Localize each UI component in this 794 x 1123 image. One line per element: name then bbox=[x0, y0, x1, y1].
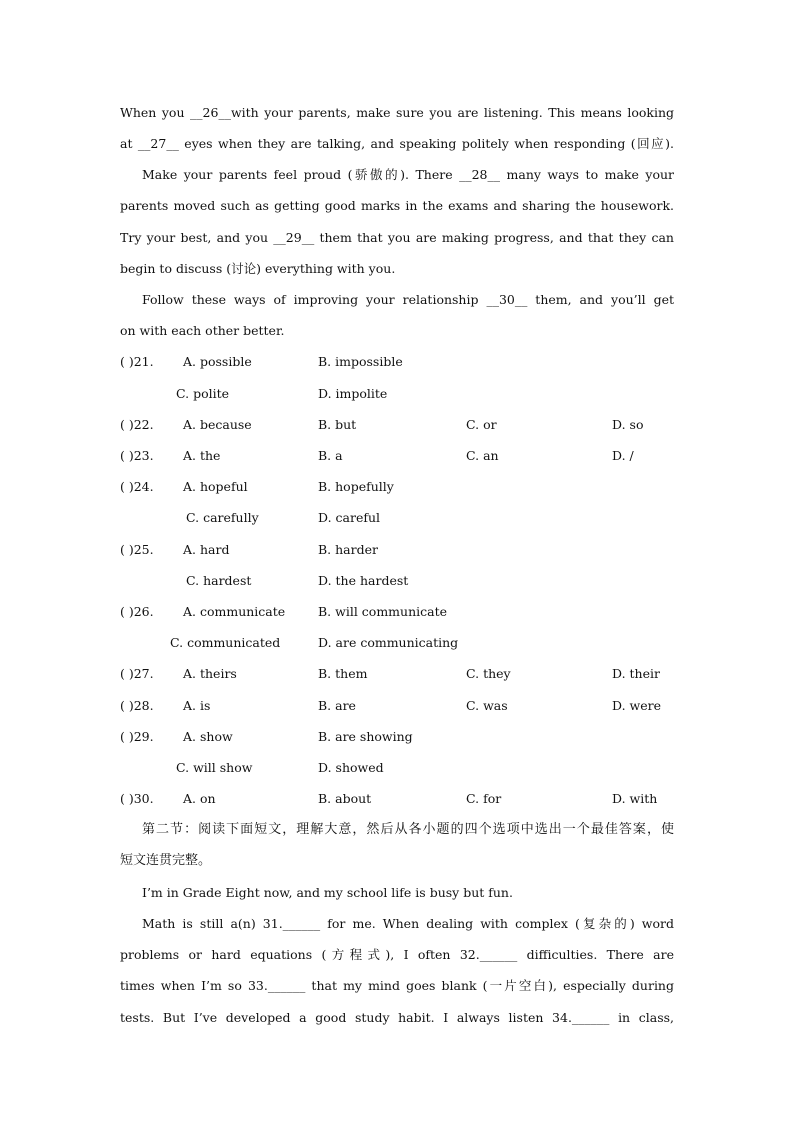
question-number: ( )25. bbox=[120, 542, 154, 557]
passage-line: tests. But I’ve developed a good study habit. I always listen 34.______ in class, bbox=[120, 1010, 674, 1025]
option-a: A. the bbox=[183, 448, 221, 463]
passage-line: When you __26__with your parents, make sure you are listening. This means looking bbox=[120, 105, 674, 120]
question-number: ( )27. bbox=[120, 666, 154, 681]
option-d: D. their bbox=[612, 666, 660, 681]
option-a: A. hard bbox=[183, 542, 230, 557]
option-a: A. show bbox=[183, 729, 233, 744]
option-a: A. communicate bbox=[183, 604, 286, 619]
question-number: ( )29. bbox=[120, 729, 154, 744]
option-b: B. but bbox=[318, 417, 357, 432]
option-d: D. so bbox=[612, 417, 644, 432]
option-a: A. because bbox=[183, 417, 252, 432]
passage-line: at __27__ eyes when they are talking, and speaking politely when responding (回应). bbox=[120, 136, 674, 151]
passage-line: Try your best, and you __29__ them that you are making progress, and that they can bbox=[120, 230, 674, 245]
section-heading: 短文连贯完整。 bbox=[120, 853, 212, 868]
option-d: D. careful bbox=[318, 510, 381, 525]
passage-line: on with each other better. bbox=[120, 323, 285, 338]
option-c: C. carefully bbox=[186, 510, 259, 525]
passage-line: I’m in Grade Eight now, and my school life is busy but fun. bbox=[142, 885, 513, 900]
option-c: C. will show bbox=[176, 760, 253, 775]
option-a: A. hopeful bbox=[183, 479, 248, 494]
option-a: A. on bbox=[183, 791, 216, 806]
option-d: D. impolite bbox=[318, 386, 388, 401]
option-b: B. a bbox=[318, 448, 343, 463]
option-c: C. an bbox=[466, 448, 499, 463]
option-b: B. are bbox=[318, 698, 356, 713]
option-c: C. was bbox=[466, 698, 508, 713]
passage-line: Follow these ways of improving your relationship __30__ them, and you’ll get bbox=[142, 292, 674, 307]
option-b: B. them bbox=[318, 666, 368, 681]
option-d: D. the hardest bbox=[318, 573, 409, 588]
passage-line: begin to discuss (讨论) everything with you. bbox=[120, 261, 396, 276]
option-c: C. hardest bbox=[186, 573, 252, 588]
option-c: C. or bbox=[466, 417, 497, 432]
question-number: ( )22. bbox=[120, 417, 154, 432]
option-b: B. hopefully bbox=[318, 479, 394, 494]
option-b: B. harder bbox=[318, 542, 378, 557]
option-c: C. for bbox=[466, 791, 502, 806]
passage-line: problems or hard equations (方程式), I often 32.______ difficulties. There are bbox=[120, 947, 674, 962]
section-heading: 第二节：阅读下面短文，理解大意，然后从各小题的四个选项中选出一个最佳答案，使 bbox=[142, 822, 674, 837]
option-b: B. about bbox=[318, 791, 372, 806]
option-d: D. were bbox=[612, 698, 661, 713]
option-b: B. are showing bbox=[318, 729, 413, 744]
option-c: C. polite bbox=[176, 386, 230, 401]
option-b: B. will communicate bbox=[318, 604, 448, 619]
question-number: ( )21. bbox=[120, 354, 154, 369]
option-d: D. showed bbox=[318, 760, 384, 775]
question-number: ( )23. bbox=[120, 448, 154, 463]
option-a: A. possible bbox=[183, 354, 252, 369]
option-d: D. are communicating bbox=[318, 635, 459, 650]
option-b: B. impossible bbox=[318, 354, 403, 369]
question-number: ( )24. bbox=[120, 479, 154, 494]
question-number: ( )26. bbox=[120, 604, 154, 619]
option-d: D. with bbox=[612, 791, 658, 806]
option-d: D. / bbox=[612, 448, 634, 463]
option-a: A. is bbox=[183, 698, 211, 713]
option-c: C. communicated bbox=[170, 635, 281, 650]
passage-line: times when I’m so 33.______ that my mind goes blank (一片空白), especially during bbox=[120, 978, 674, 993]
question-number: ( )30. bbox=[120, 791, 154, 806]
question-number: ( )28. bbox=[120, 698, 154, 713]
passage-line: Make your parents feel proud (骄傲的). There __28__ many ways to make your bbox=[142, 167, 674, 182]
option-c: C. they bbox=[466, 666, 511, 681]
option-a: A. theirs bbox=[183, 666, 237, 681]
passage-line: Math is still a(n) 31.______ for me. When dealing with complex (复杂的) word bbox=[142, 916, 674, 931]
passage-line: parents moved such as getting good marks in the exams and sharing the housework. bbox=[120, 198, 674, 213]
